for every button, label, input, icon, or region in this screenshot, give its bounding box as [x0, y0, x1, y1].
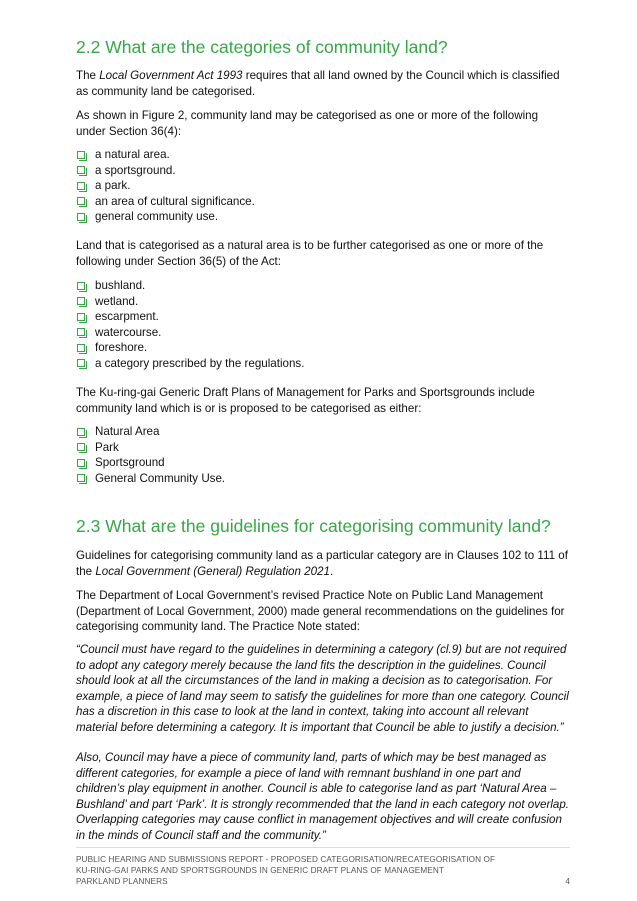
- box-bullet-icon: [77, 359, 85, 367]
- page-footer: [76, 854, 570, 888]
- footer-line-1: PUBLIC HEARING AND SUBMISSIONS REPORT - PROPOSED CATEGORISATION/RECATEGORISATION OF: [76, 855, 496, 864]
- section-2-2-paragraph-2: As shown in Figure 2, community land may be categorised as one or more of the following under Section 36(4):: [76, 109, 539, 138]
- box-bullet-icon: [77, 443, 85, 451]
- list-item: a natural area.: [76, 147, 255, 163]
- footer-line-2: KU-RING-GAI PARKS AND SPORTSGROUNDS IN GENERIC DRAFT PLANS OF MANAGEMENT: [76, 866, 444, 876]
- box-bullet-icon: [77, 166, 85, 174]
- box-bullet-icon: [77, 459, 85, 467]
- box-bullet-icon: [77, 282, 85, 290]
- section-2-3-paragraph-1: Guidelines for categorising community land as a particular category are in Clauses 102 to 111 of the Local Government (General) Regulation 2021.: [76, 549, 568, 578]
- section-2-2-heading: 2.2 What are the categories of community land?: [76, 37, 448, 57]
- list-item: escarpment.: [76, 309, 304, 325]
- regulation-title: Local Government (General) Regulation 2021: [95, 564, 330, 578]
- section-2-3-heading: 2.3 What are the guidelines for categorising community land?: [76, 516, 551, 536]
- list-item: wetland.: [76, 294, 304, 310]
- box-bullet-icon: [77, 213, 85, 221]
- box-bullet-icon: [77, 197, 85, 205]
- act-title: Local Government Act 1993: [99, 69, 243, 82]
- section-2-2-paragraph-1: The Local Government Act 1993 requires that all land owned by the Council which is classified as community land be categorised.: [76, 69, 560, 98]
- list-item: an area of cultural significance.: [76, 194, 255, 210]
- section-2-3-paragraph-2: The Department of Local Government’s revised Practice Note on Public Land Management (Department of Local Government, 2000) made general recommendations on the guidelines for categorising community land. The Practice Note stated:: [76, 589, 565, 633]
- natural-area-categories-list: [76, 278, 304, 371]
- list-item: a category prescribed by the regulations.: [76, 356, 304, 372]
- box-bullet-icon: [77, 328, 85, 336]
- box-bullet-icon: [77, 428, 85, 436]
- list-item: Natural Area: [76, 424, 225, 440]
- box-bullet-icon: [77, 182, 85, 190]
- box-bullet-icon: [77, 344, 85, 352]
- box-bullet-icon: [77, 297, 85, 305]
- list-item: General Community Use.: [76, 471, 225, 487]
- footer-divider: [76, 847, 570, 848]
- list-item: a park.: [76, 178, 255, 194]
- section-2-2-paragraph-3: Land that is categorised as a natural area is to be further categorised as one or more of the following under Section 36(5) of the Act:: [76, 239, 544, 268]
- section-2-2-paragraph-4: The Ku-ring-gai Generic Draft Plans of Management for Parks and Sportsgrounds include community land which is or is proposed to be categorised as either:: [76, 386, 535, 415]
- list-item: foreshore.: [76, 340, 304, 356]
- box-bullet-icon: [77, 313, 85, 321]
- box-bullet-icon: [77, 474, 85, 482]
- page-number: 4: [565, 877, 570, 887]
- community-land-categories-list: [76, 147, 255, 225]
- list-item: a sportsground.: [76, 163, 255, 179]
- list-item: Park: [76, 440, 225, 456]
- practice-note-quote-1: “Council must have regard to the guidelines in determining a category (cl.9) but are not required to adopt any category merely because the land fits the description in the guidelines. Council should look at all the circumstances of the land in making a decision as to categorisation. For example, a piece of land may seem to satisfy the guidelines for more than one category. Council has a discretion in this case to look at the land in context, taking into account all relevant material before determining a category. It is important that Council be able to justify a decision.”: [76, 643, 569, 734]
- list-item: watercourse.: [76, 325, 304, 341]
- footer-line-3: PARKLAND PLANNERS: [76, 877, 168, 887]
- box-bullet-icon: [77, 151, 85, 159]
- practice-note-quote-2: Also, Council may have a piece of community land, parts of which may be best managed as different categories, for example a piece of land with remnant bushland in one part and children’s play equipment in another. Council is able to categorise land as part ‘Natural Area – Bushland’ and part ‘Park’. It is strongly recommended that the land in each category not overlap. Overlapping categories may cause conflict in management objectives and will create confusion in the minds of Council staff and the community.”: [76, 751, 570, 842]
- list-item: Sportsground: [76, 455, 225, 471]
- list-item: bushland.: [76, 278, 304, 294]
- list-item: general community use.: [76, 209, 255, 225]
- proposed-categories-list: [76, 424, 225, 486]
